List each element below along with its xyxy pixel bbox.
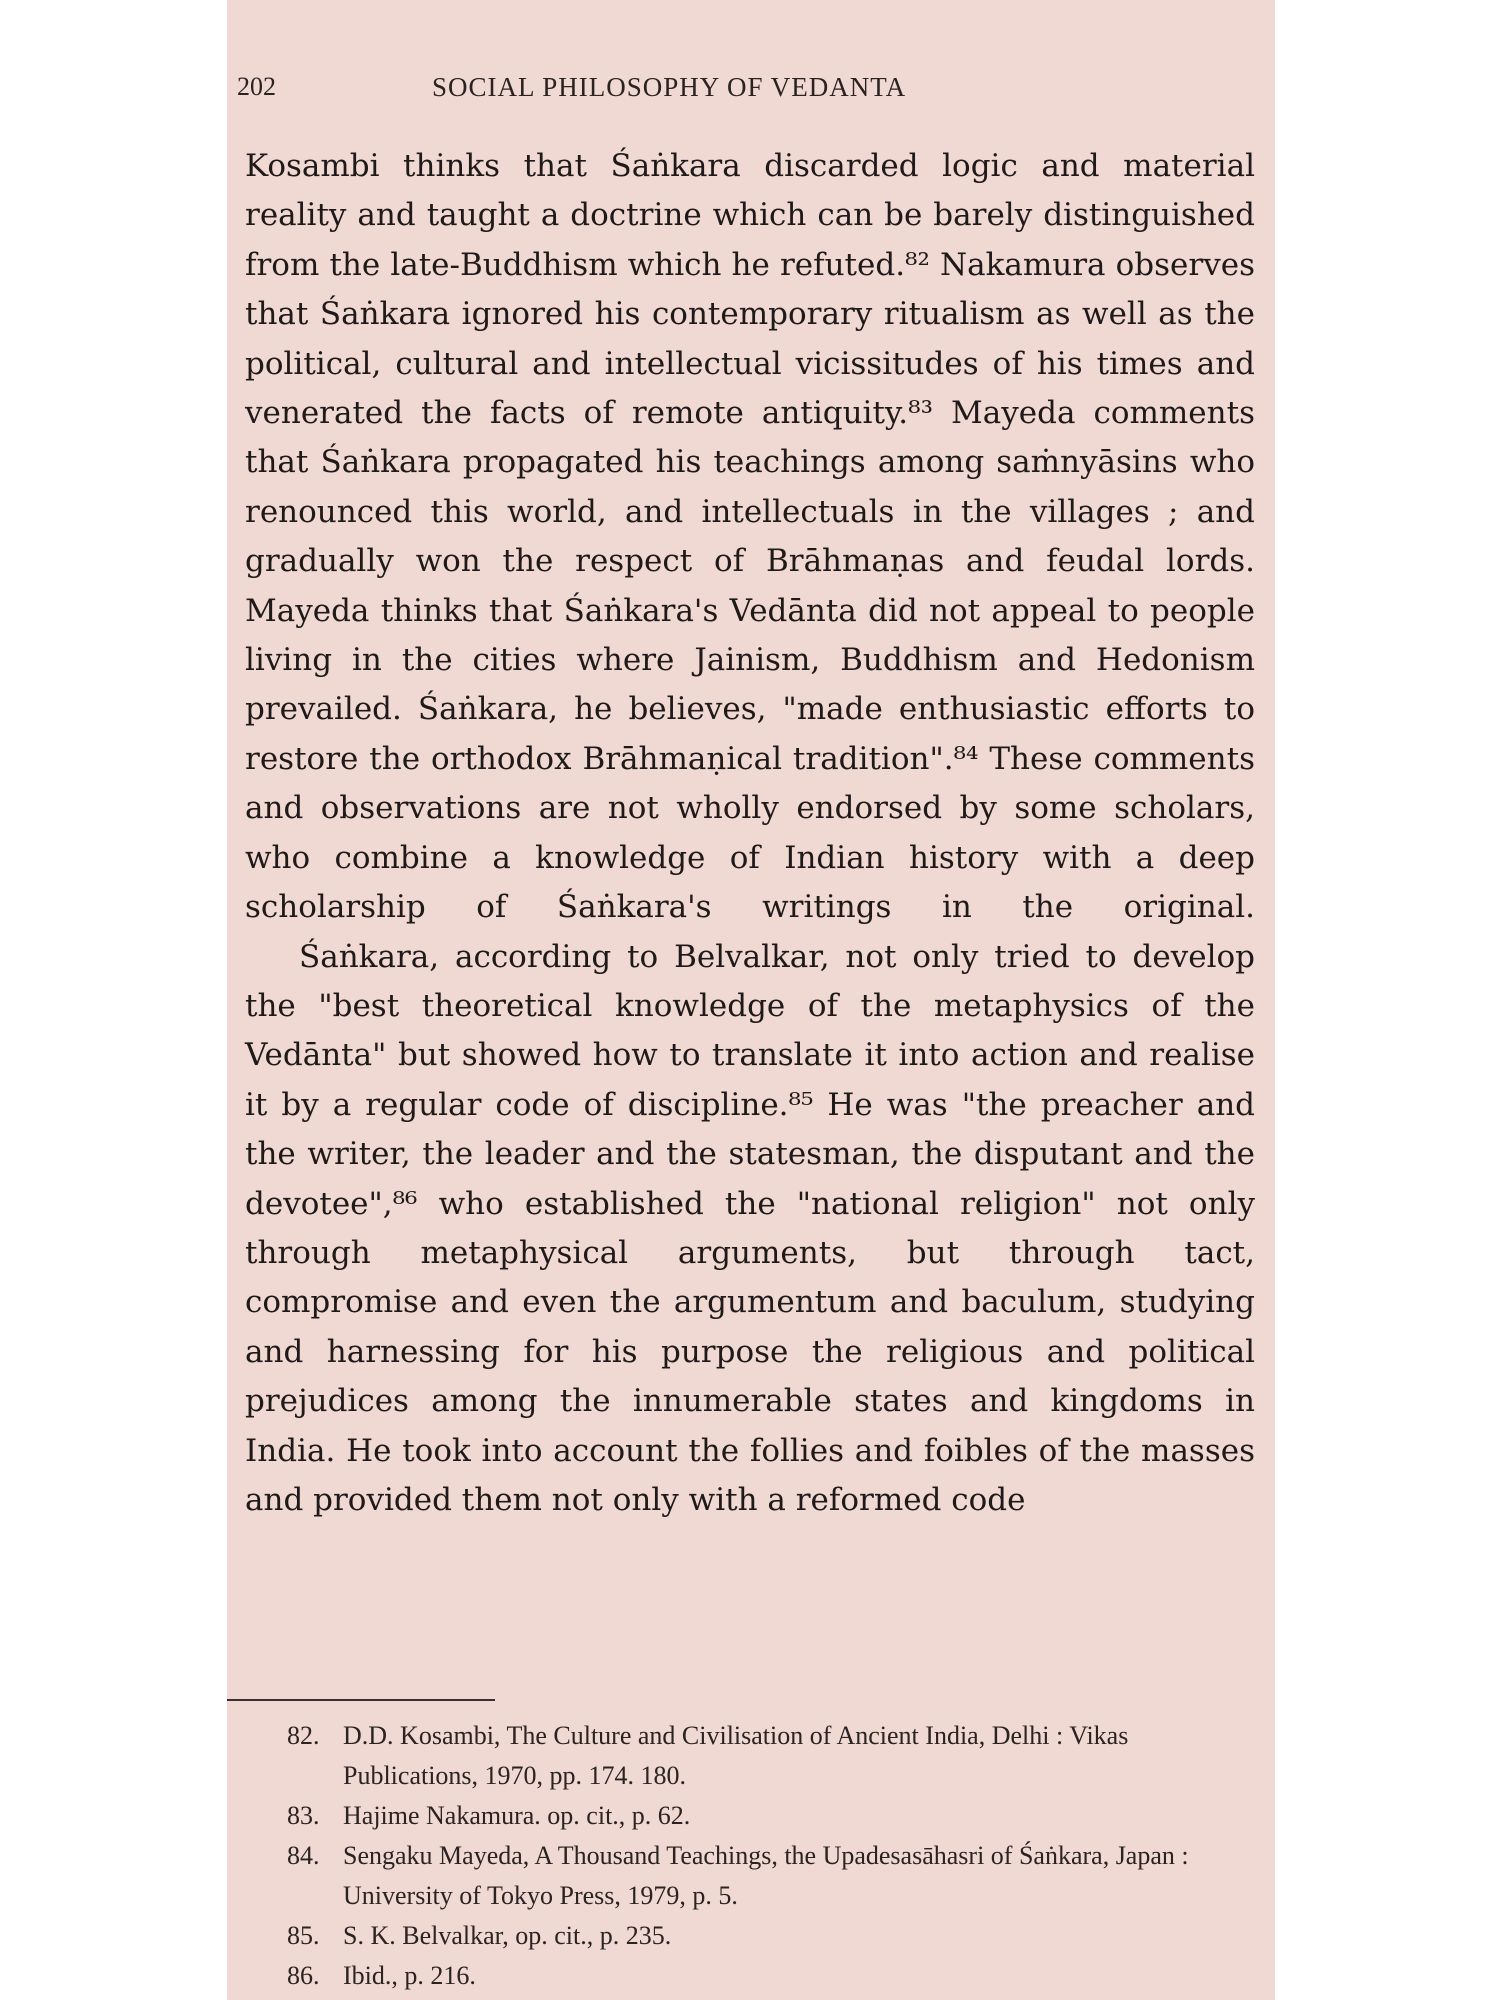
footnote-number: 83. [287,1801,320,1830]
footnote-number: 85. [287,1921,320,1950]
footnotes [287,1716,1267,1996]
footnote [287,1716,1267,1796]
body-text [245,142,1255,1525]
footnote-text: S. K. Belvalkar, op. cit., p. 235. [343,1921,672,1950]
footnote [287,1796,1267,1836]
running-title: SOCIAL PHILOSOPHY OF VEDANTA [432,72,907,102]
footnote-number: 84. [287,1841,320,1870]
paragraph: Kosambi thinks that Śaṅkara discarded logic and material reality and taught a doctrine which can be barely distinguished from the late-Buddhism which he refuted.⁸² Nakamura observes that Śaṅkara ignored his contemporary ritualism as well as the political, cultural and intellectual vicissitudes of his times and venerated the facts of remote antiquity.⁸³ Mayeda comments that Śaṅkara propagated his teachings among saṁnyāsins who renounced this world, and intellectuals in the villages ; and gradually won the respect of Brāhmaṇas and feudal lords. Mayeda thinks that Śaṅkara's Vedānta did not appeal to people living in the cities where Jainism, Buddhism and Hedonism prevailed. Śaṅkara, he believes, "made enthusiastic efforts to restore the orthodox Brāhmaṇical tradition".⁸⁴ These comments and observations are not wholly endorsed by some scholars, who combine a knowledge of Indian history with a deep scholarship of Śaṅkara's writings in the original. [245,148,1255,926]
paragraph: Śaṅkara, according to Belvalkar, not only tried to develop the "best theoretical knowledge of the metaphysics of the Vedānta" but showed how to translate it into action and realise it by a regular code of discipline.⁸⁵ He was "the preacher and the writer, the leader and the statesman, the disputant and the devotee",⁸⁶ who established the "national religion" not only through metaphysical arguments, but through tact, compromise and even the argumentum and baculum, studying and harnessing for his purpose the religious and political prejudices among the innumerable states and kingdoms in India. He took into account the follies and foibles of the masses and provided them not only with a reformed code [245,938,1255,1518]
footnote [287,1836,1267,1916]
footnote-text: Hajime Nakamura. op. cit., p. 62. [343,1801,691,1830]
footnote-text: D.D. Kosambi, The Culture and Civilisation of Ancient India, Delhi : Vikas Publications, 1970, pp. 174. 180. [343,1721,1129,1790]
footnote-text: Ibid., p. 216. [343,1961,476,1990]
footnote-number: 86. [287,1961,320,1990]
footnote [287,1956,1267,1996]
footnote-text: Sengaku Mayeda, A Thousand Teachings, the Upadesasāhasri of Śaṅkara, Japan : University of Tokyo Press, 1979, p. 5. [343,1841,1189,1910]
footnote-divider [227,1699,495,1701]
page-header [237,72,1267,112]
footnote-number: 82. [287,1721,320,1750]
footnote [287,1916,1267,1956]
book-page [227,0,1275,2000]
page-number: 202 [237,72,276,101]
